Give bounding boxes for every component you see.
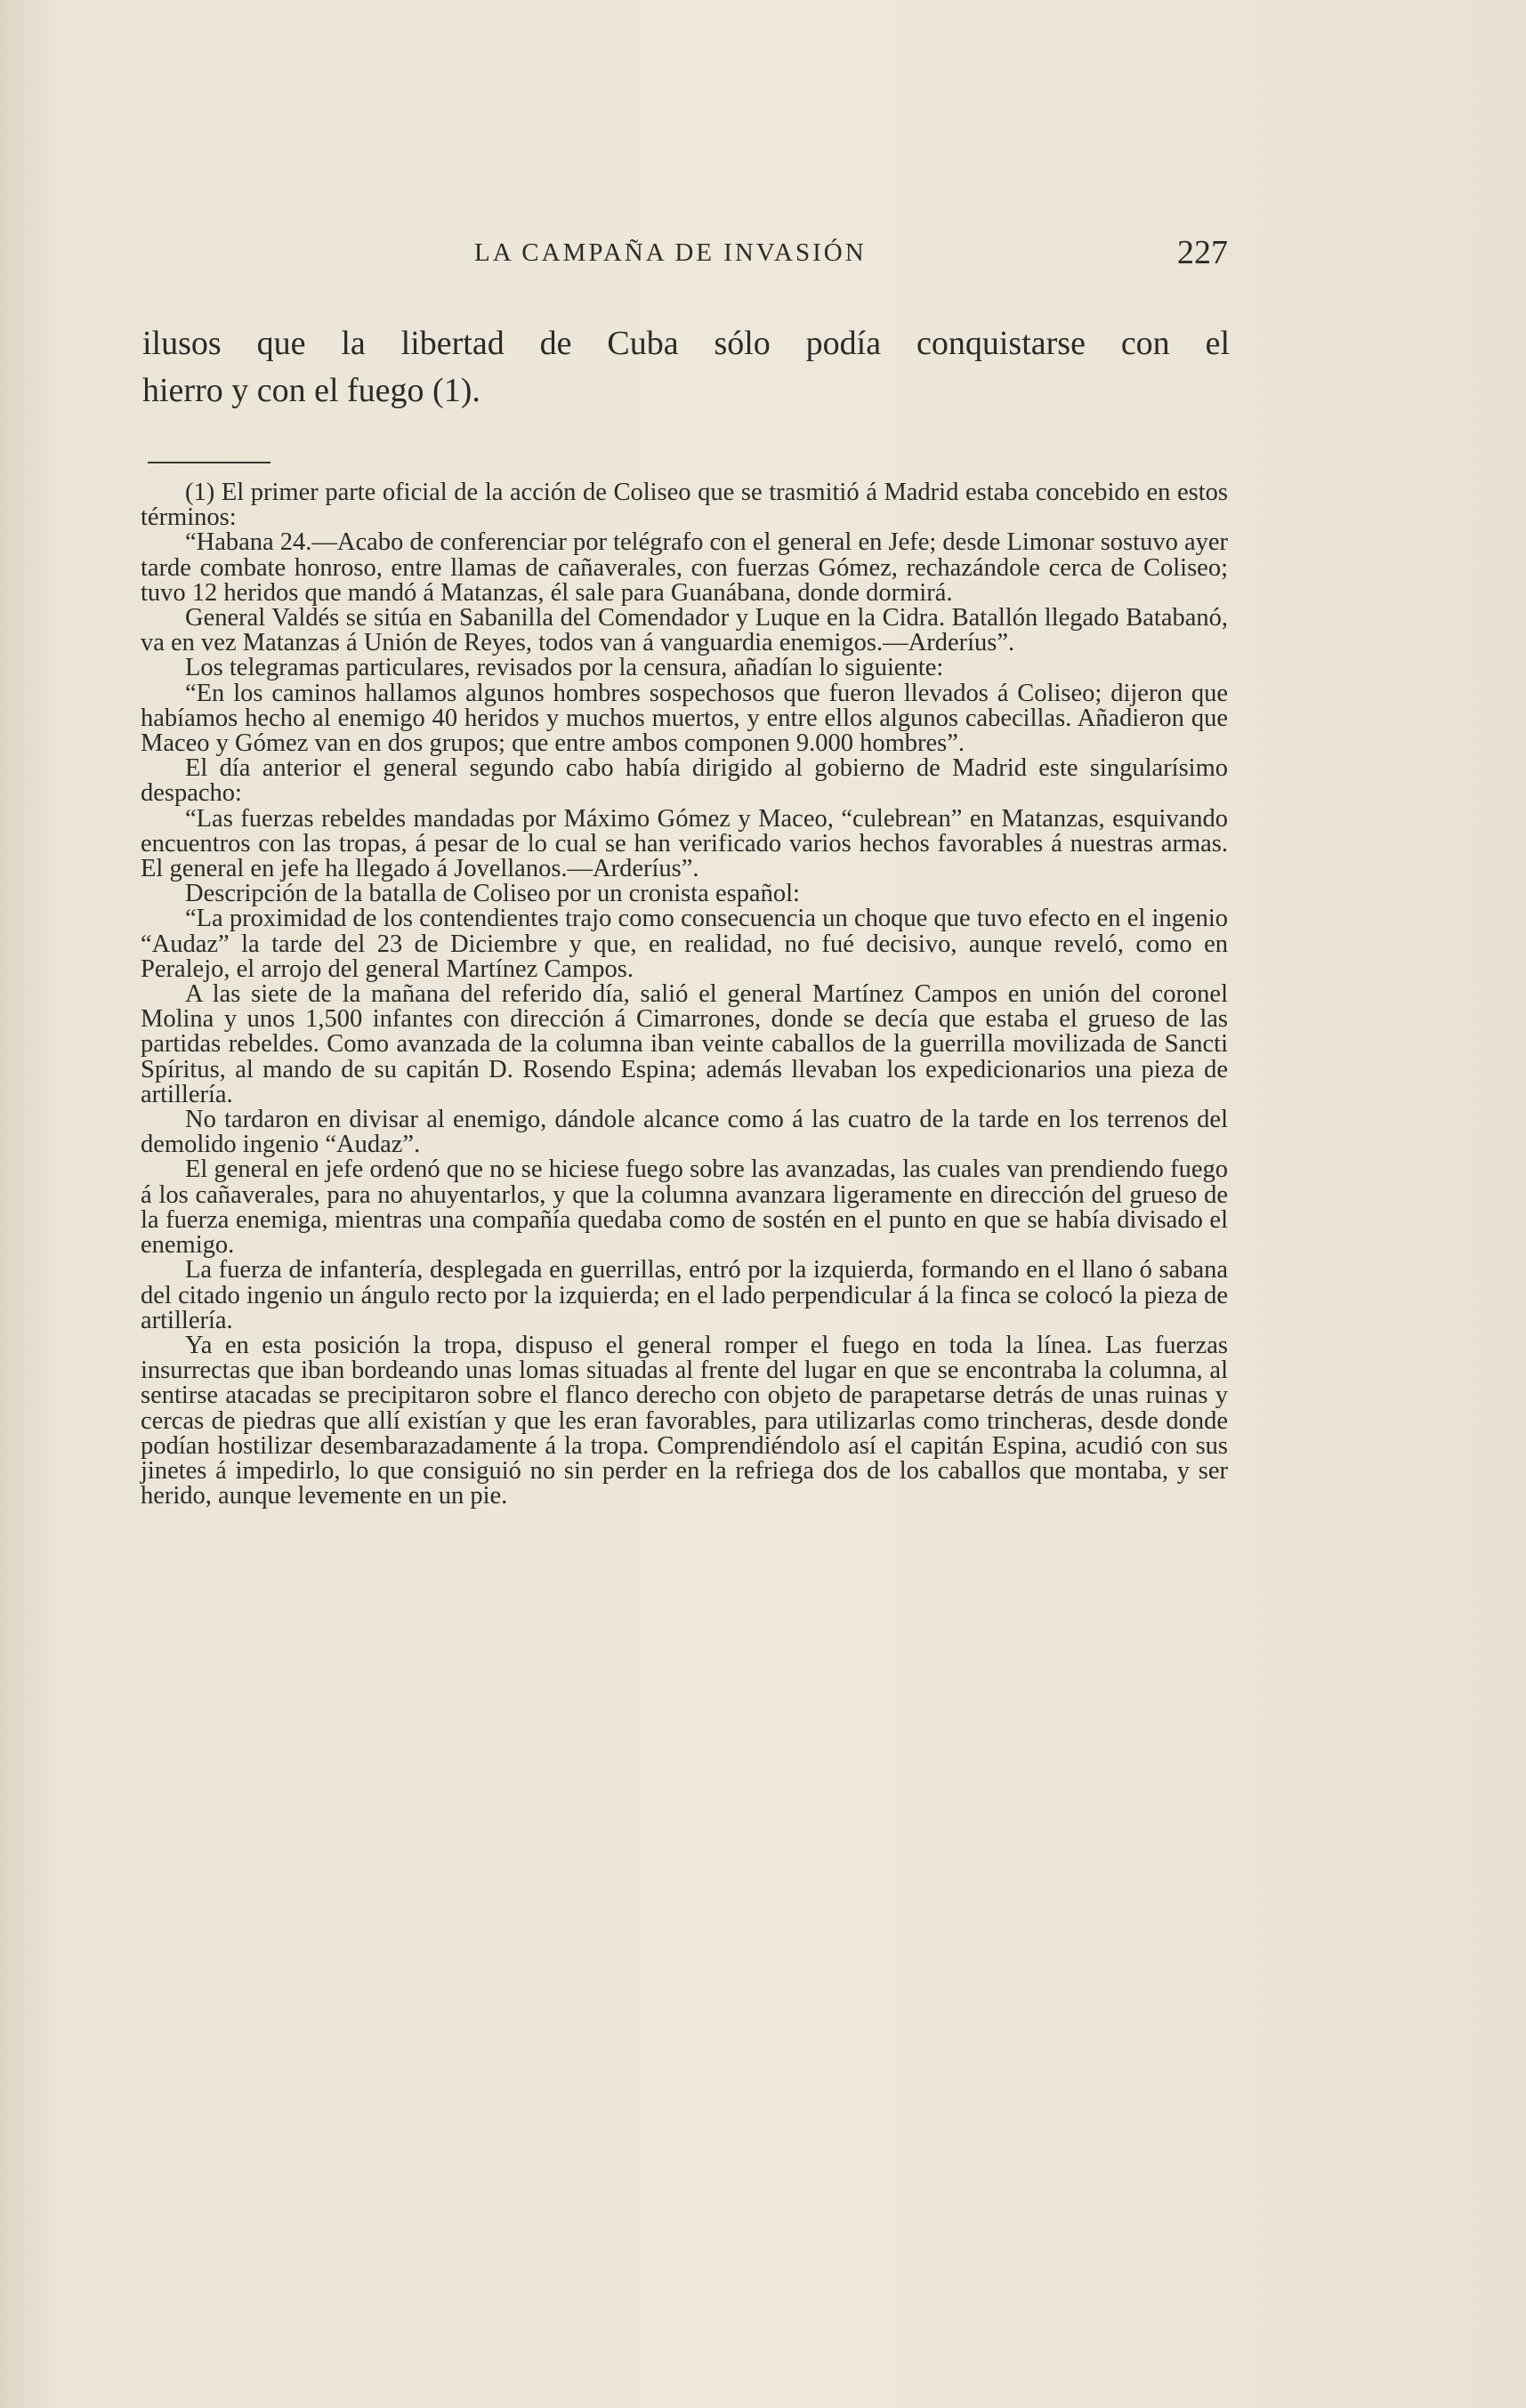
footnote-paragraph: Descripción de la batalla de Coliseo por un cronista español:	[185, 880, 800, 908]
footnote-paragraph: “La proximidad de los contendientes trajo como consecuencia un choque que tuvo efecto en el ingenio “Audaz” la tarde del 23 de Diciembre y que, en realidad, no fué decisivo, aunque reveló, como en Peralejo, el arrojo del general Martínez Campos.	[141, 905, 1228, 983]
footnote-paragraph: (1) El primer parte oficial de la acción de Coliseo que se trasmitió á Madrid estaba concebido en estos términos:	[141, 479, 1228, 532]
footnote-paragraph: Ya en esta posición la tropa, dispuso el general romper el fuego en toda la línea. Las fuerzas insurrectas que iban bordeando unas lomas situadas al frente del lugar en que se encontraba la columna, al sentirse atacadas se precipitaron sobre el flanco derecho con objeto de parapetarse detrás de unas ruinas y cercas de piedras que allí existían y que les eran favorables, para utilizarlas como trincheras, desde donde podían hostilizar desembarazadamente á la tropa. Comprendiéndolo así el capitán Espina, acudió con sus jinetes á impedirlo, lo que consiguió no sin perder en la refriega dos de los caballos que montaba, y ser herido, aunque levemente en un pie.	[141, 1331, 1228, 1510]
running-title: LA CAMPAÑA DE INVASIÓN	[474, 238, 867, 267]
footnote-paragraph: A las siete de la mañana del referido día, salió el general Martínez Campos en unión del coronel Molina y unos 1,500 infantes con dirección á Cimarrones, donde se decía que estaba el grueso de las partidas rebeldes. Como avanzada de la columna iban veinte caballos de la guerrilla movilizada de Sancti Spíritus, al mando de su capitán D. Rosendo Espina; además llevaban los expedicionarios una pieza de artillería.	[141, 980, 1228, 1108]
footnote-paragraph: El día anterior el general segundo cabo había dirigido al gobierno de Madrid este singularísimo despacho:	[141, 754, 1228, 808]
page-number: 227	[1177, 234, 1228, 271]
footnote	[141, 480, 1228, 1509]
footnote-paragraph: La fuerza de infantería, desplegada en guerrillas, entró por la izquierda, formando en el llano ó sabana del citado ingenio un ángulo recto por la izquierda; en el lado perpendicular á la finca se colocó la pieza de artillería.	[141, 1256, 1228, 1334]
footnote-divider	[148, 462, 270, 463]
footnote-paragraph: “Habana 24.—Acabo de conferenciar por telégrafo con el general en Jefe; desde Limonar sostuvo ayer tarde combate honroso, entre llamas de cañaverales, con fuerzas Gómez, rechazándole cerca de Coliseo; tuvo 12 heridos que mandó á Matanzas, él sale para Guanábana, donde dormirá.	[141, 528, 1228, 607]
main-text-line: ilusos que la libertad de Cuba sólo podía conquistarse con el	[142, 325, 1230, 362]
main-text-line: hierro y con el fuego (1).	[142, 372, 480, 409]
footnote-paragraph: Los telegramas particulares, revisados por la censura, añadían lo siguiente:	[185, 654, 944, 682]
footnote-paragraph: No tardaron en divisar al enemigo, dándole alcance como á las cuatro de la tarde en los terrenos del demolido ingenio “Audaz”.	[141, 1106, 1228, 1159]
main-text	[142, 320, 1230, 415]
footnote-paragraph: “Las fuerzas rebeldes mandadas por Máximo Gómez y Maceo, “culebrean” en Matanzas, esquivando encuentros con las tropas, á pesar de lo cual se han verificado varios hechos favorables á nuestras armas. El general en jefe ha llegado á Jovellanos.—Arderíus”.	[141, 804, 1228, 883]
footnote-paragraph: General Valdés se sitúa en Sabanilla del Comendador y Luque en la Cidra. Batallón llegado Batabanó, va en vez Matanzas á Unión de Reyes, todos van á vanguardia enemigos.—Arderíus”.	[141, 604, 1228, 657]
footnote-paragraph: El general en jefe ordenó que no se hiciese fuego sobre las avanzadas, las cuales van prendiendo fuego á los cañaverales, para no ahuyentarlos, y que la columna avanzara ligeramente en dirección del grueso de la fuerza enemiga, mientras una compañía quedaba como de sostén en el punto en que se había divisado el enemigo.	[141, 1156, 1228, 1260]
footnote-paragraph: “En los caminos hallamos algunos hombres sospechosos que fueron llevados á Coliseo; dijeron que habíamos hecho al enemigo 40 heridos y muchos muertos, y entre ellos algunos cabecillas. Añadieron que Maceo y Gómez van en dos grupos; que entre ambos componen 9.000 hombres”.	[141, 679, 1228, 758]
page-header	[141, 233, 1228, 278]
